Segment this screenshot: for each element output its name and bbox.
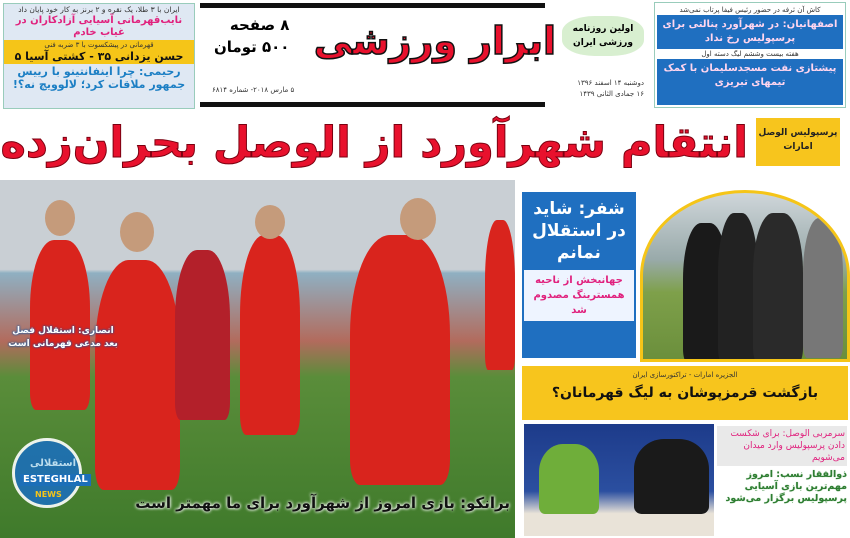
headline: شفر: شاید در استقلال نمانم (532, 199, 626, 263)
side-caption: انصاری: استقلال فصل بعد مدعی قهرمانی است (8, 326, 118, 349)
watermark-text: استقلالی (30, 458, 77, 469)
headline: اصفهانیان: در شهرآورد پنالتی برای پرسپولیس رخ نداد (662, 19, 838, 44)
headline: نایب‌قهرمانی آسیایی آزادکاران در غیاب خادم (15, 15, 183, 38)
left-news-box (3, 3, 195, 109)
highlight-band (4, 40, 194, 64)
headline: رحیمی: چرا اینفانتینو با رییس جمهور ملاقات کرد؛ لالوویچ نه؟! (12, 65, 186, 91)
right-news-box (655, 3, 845, 107)
alwasl-coach-quote[interactable]: سرمربی الوصل: برای شکست دادن پرسپولیس وارد میدان می‌شویم (717, 426, 847, 466)
kicker: کاش آن ثرفه در حضور رئیس فیفا پرتاب نمی‌شد (657, 5, 843, 15)
kicker: قهرمانی در پیشکسوت با ۳ ضربه فنی (44, 41, 154, 49)
hijri-date: ۱۶ جمادی الثانی ۱۴۳۹ (579, 90, 644, 98)
dates-block (562, 78, 644, 100)
watermark-text: ESTEGHLAL (20, 474, 91, 486)
training-photo (640, 190, 850, 362)
acl-box[interactable] (522, 366, 848, 420)
headline: پیشتازی نفت مسجدسلیمان با کمک تیمهای تبریزی (663, 63, 837, 88)
zolfagharnasab-quote[interactable]: ذوالفقار نسب: امروز مهم‌ترین بازی آسیایی پرسپولیس برگزار می‌شود (725, 469, 847, 504)
headline: حسن یزدانی ۳۵ - کشتی آسیا ۵ (14, 50, 184, 63)
price: ۵۰۰ تومان (214, 38, 290, 56)
press-conference-photo (524, 424, 714, 536)
newspaper-logo: ابرار ورزشی (313, 19, 556, 63)
persian-date: دوشنبه ۱۴ اسفند ۱۳۹۶ (577, 79, 644, 87)
headline: بازگشت قرمزپوشان به لیگ قهرمانان؟ (551, 385, 819, 401)
quotes-column (717, 426, 847, 505)
sheffer-box[interactable] (522, 192, 636, 358)
main-caption[interactable]: برانکو: بازی امروز از شهرآورد برای ما مهمتر است (135, 494, 510, 512)
headline-tag: پرسپولیس الوصل امارات (756, 118, 840, 166)
main-headline[interactable]: انتقام شهرآورد از الوصل بحران‌زده (0, 118, 748, 168)
issue-date: ۵ مارس ۲۰۱۸- شماره ۶۸۱۴ (212, 86, 295, 94)
masthead (200, 3, 644, 107)
kicker: هفته بیست وششم لیگ دسته اول (657, 49, 843, 59)
price-block (214, 14, 289, 58)
badge: اولین روزنامه ورزشی ایران (562, 16, 644, 56)
kicker: ایران با ۳ طلا، یک نقره و ۲ برنز به کار خود پایان داد (18, 5, 180, 14)
subheadline: جهانبخش از ناحیه همسترینگ مصدوم شد (524, 270, 634, 321)
kicker: الجزیره امارات - تراکتورسازی ایران (632, 371, 738, 379)
watermark-text: NEWS (35, 490, 62, 499)
page-count: ۸ صفحه (229, 16, 290, 34)
